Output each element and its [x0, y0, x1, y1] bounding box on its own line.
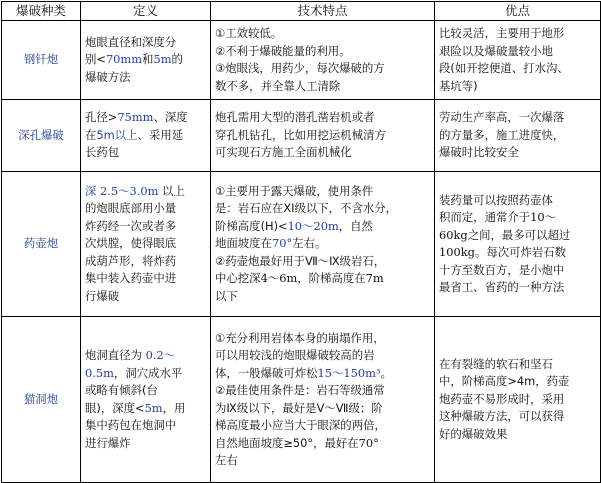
features-line: [215, 365, 430, 383]
definition-cell: [81, 172, 211, 317]
value-fragment: 100kg: [439, 245, 475, 259]
definition-line: 行爆破: [85, 288, 120, 303]
definition-cell: [81, 317, 211, 483]
header-features: 技术特点: [211, 2, 435, 21]
text-fragment: 地面坡度在: [215, 236, 272, 251]
text-fragment: 体，一般爆破可炸松: [215, 365, 318, 380]
row-type-cell: 钢钎炮: [2, 21, 81, 100]
definition-line: [85, 127, 206, 145]
text-fragment: ，自然: [338, 218, 373, 233]
blasting-methods-table: [1, 1, 601, 483]
definition-line: 次烘膛，使得眼底: [85, 236, 177, 251]
row-type-cell: 药壶炮: [2, 172, 81, 317]
definition-line: 集中装入药壶中进: [85, 271, 177, 286]
definition-line: 进行爆炸: [85, 435, 131, 450]
advantages-cell: [435, 100, 601, 172]
text-fragment: 和: [142, 52, 154, 67]
text-fragment: 眼)，深度<: [85, 400, 145, 415]
features-line: ①充分利用岩体本身的崩塌作用，: [215, 330, 385, 345]
features-line: 左右: [215, 453, 238, 467]
features-cell: [211, 21, 435, 100]
advantages-line: 基坑等): [439, 78, 478, 93]
features-line: 炮孔需用大型的潜孔凿岩机或者: [215, 110, 375, 125]
value-fragment: 70mm: [105, 52, 143, 67]
definition-line: [85, 183, 206, 201]
advantages-line: 十方至数百方，是小炮中: [439, 262, 565, 277]
definition-line: 爆破方法: [85, 69, 131, 84]
value-fragment: 15～150m³: [317, 365, 381, 380]
advantages-line: [439, 227, 596, 245]
text-fragment: 中心挖深: [215, 271, 261, 286]
features-line: [215, 270, 430, 288]
features-line: [215, 218, 430, 236]
advantages-line: 艰险以及爆破量较小地: [439, 43, 553, 58]
advantages-cell: [435, 317, 601, 483]
value-fragment: 5m: [144, 400, 163, 415]
advantages-cell: [435, 172, 601, 317]
features-cell: [211, 100, 435, 172]
value-fragment: 0.5m: [85, 365, 114, 380]
features-line: 数不多，并全靠人工清除: [215, 78, 341, 93]
features-line: 穿孔机钻孔，比如用挖运机械清方: [215, 127, 386, 142]
value-fragment: 5m: [153, 52, 172, 67]
features-line: ①工效较低。: [215, 26, 283, 40]
advantages-line: 劳动生产率高，一次爆落: [439, 110, 565, 125]
text-fragment: 。: [380, 365, 392, 380]
header-type: 爆破种类: [2, 2, 81, 21]
definition-line: [85, 109, 206, 127]
value-fragment: 70°: [271, 236, 293, 251]
definition-line: [85, 51, 206, 69]
features-line: 以下: [215, 288, 238, 303]
definition-line: 的炮眼底部用小量: [85, 201, 177, 216]
row-type-cell: 猫洞炮: [2, 317, 81, 483]
definition-line: 成葫芦形，将炸药: [85, 253, 177, 268]
value-fragment: 7m: [365, 271, 384, 286]
table-row: [2, 172, 601, 317]
advantages-line: 比较灵活，主要用于地形: [439, 26, 565, 40]
header-advantages: 优点: [435, 2, 601, 21]
text-fragment: 阶梯高度(H)<: [215, 218, 288, 233]
advantages-line: 好的爆破效果: [439, 426, 508, 441]
definition-line: 炮眼直径和深度分: [85, 34, 177, 49]
features-cell: [211, 317, 435, 483]
text-fragment: 以上: [158, 183, 185, 198]
features-line: 可以用较浅的炮眼爆破较高的岩: [215, 348, 375, 362]
row-type-cell: 深孔爆破: [2, 100, 81, 172]
features-line: 梯高度最小应当大于眼深的两倍，: [215, 418, 386, 432]
advantages-cell: [435, 21, 601, 100]
advantages-line: 中，阶梯高度>4m，药壶: [439, 374, 570, 389]
table-row: [2, 100, 601, 172]
features-line: ②药壶炮最好用于Ⅶ～Ⅸ级岩石，: [215, 253, 386, 268]
features-line: ②最佳使用条件是：岩石等级通常: [215, 383, 385, 397]
text-fragment: 积而定，通常介于: [439, 210, 531, 224]
definition-cell: [81, 100, 211, 172]
advantages-line: 段(如开挖便道、打水沟、: [439, 61, 569, 75]
features-line: 可实现石方施工全面机械化: [215, 145, 352, 160]
table-row: [2, 21, 601, 100]
definition-line: 长药包: [85, 145, 120, 160]
text-fragment: 孔径>: [85, 110, 118, 125]
text-fragment: ，用: [162, 400, 186, 415]
text-fragment: 自然地面坡度≥50°，最好在: [215, 435, 359, 450]
features-line: [215, 235, 430, 253]
features-line: ②不利于爆破能量的利用。: [215, 43, 351, 58]
definition-line: [85, 347, 206, 365]
text-fragment: 别<: [85, 52, 106, 67]
definition-line: 炸药经一次或者多: [85, 218, 177, 233]
definition-line: 集中药包在炮洞中: [85, 418, 177, 432]
features-cell: [211, 172, 435, 317]
advantages-line: 爆破时比较安全: [439, 145, 519, 160]
value-fragment: 4～6m，阶梯高度在: [260, 271, 366, 286]
value-fragment: 0.2～: [145, 348, 176, 362]
text-fragment: 。每次可炸岩石数: [474, 245, 567, 259]
text-fragment: 之间，最多可以超过: [467, 227, 571, 242]
advantages-line: 炮药壶不易形成时，采用: [439, 391, 565, 406]
features-line: 是：岩石应在XI级以下，不含水分，: [215, 201, 398, 216]
advantages-line: [439, 209, 596, 227]
header-definition: 定义: [81, 2, 211, 21]
advantages-line: 这种爆破方法，可以获得: [439, 409, 565, 424]
value-fragment: 60kg: [439, 227, 468, 242]
value-fragment: 深 2.5～3.0m: [85, 183, 159, 198]
advantages-line: 装药量可以按照药壶体: [439, 192, 553, 207]
definition-line: [85, 400, 206, 418]
definition-line: 或略有倾斜(台: [85, 383, 158, 397]
features-line: 为Ⅸ级以下，最好是Ⅴ～Ⅶ级；阶: [215, 400, 383, 415]
features-line: ①主要用于露天爆破，使用条件: [215, 183, 374, 198]
advantages-line: 最省工、省药的一种方法: [439, 280, 565, 294]
definition-cell: [81, 21, 211, 100]
definition-line: [85, 365, 206, 383]
value-fragment: 5m以上: [96, 127, 138, 142]
text-fragment: 的: [171, 52, 183, 67]
features-line: ③炮眼浅，用药少，每次爆破的方: [215, 61, 385, 75]
value-fragment: 70°: [358, 435, 379, 450]
text-fragment: 、深度: [153, 110, 188, 125]
advantages-line: 的方量多，施工进度快，: [439, 127, 565, 142]
value-fragment: 10～20m: [287, 218, 339, 233]
value-fragment: 75mm: [117, 110, 154, 125]
header-row: [2, 2, 601, 21]
text-fragment: 炮洞直径为: [85, 348, 142, 362]
text-fragment: 、采用延: [137, 127, 184, 142]
text-fragment: ，洞穴成水平: [113, 365, 183, 380]
text-fragment: 左右。: [292, 236, 327, 251]
text-fragment: 在: [85, 127, 97, 142]
advantages-line: 在有裂缝的软石和坚石: [439, 356, 553, 371]
value-fragment: 10～: [530, 210, 557, 224]
table-row: [2, 317, 601, 483]
features-line: [215, 435, 430, 453]
advantages-line: [439, 244, 596, 262]
